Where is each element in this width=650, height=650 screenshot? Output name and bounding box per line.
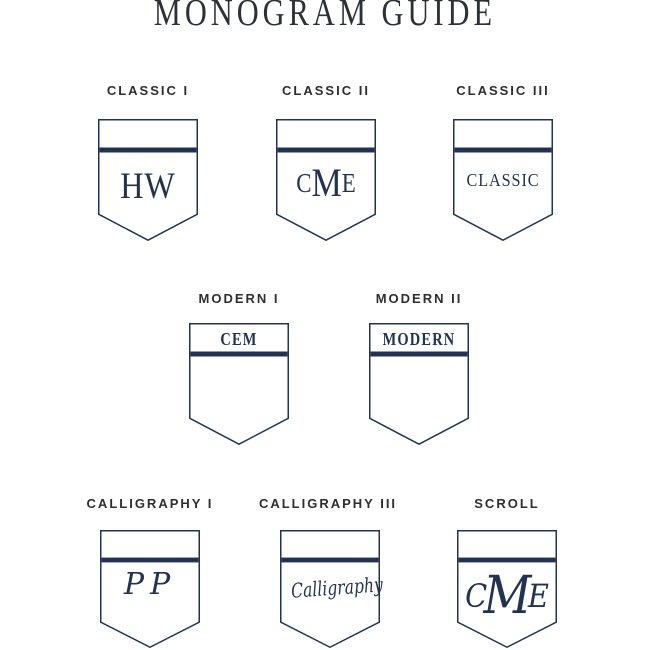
pennant-stripe bbox=[371, 352, 468, 357]
monogram-letter: E bbox=[527, 577, 549, 615]
style-label-classic-3: CLASSIC III bbox=[456, 83, 550, 98]
style-label-scroll: SCROLL bbox=[474, 496, 540, 511]
page-title bbox=[0, 0, 650, 32]
pennant-modern-1 bbox=[189, 323, 289, 445]
pennant-stripe bbox=[191, 352, 288, 357]
monogram-calligraphy-1: PP bbox=[123, 567, 177, 602]
pennant-modern-2 bbox=[369, 323, 469, 445]
pennant-classic-1 bbox=[98, 119, 198, 241]
monogram-scroll bbox=[462, 566, 552, 626]
monogram-calligraphy-3: Calligraphy bbox=[290, 572, 384, 603]
pennant-classic-3 bbox=[453, 119, 553, 241]
style-label-modern-2: MODERN II bbox=[375, 291, 463, 306]
pennant-stripe bbox=[282, 558, 379, 563]
style-label-modern-1: MODERN I bbox=[198, 291, 280, 306]
pennant-scroll bbox=[457, 530, 557, 648]
style-label-classic-1: CLASSIC I bbox=[106, 83, 190, 98]
pennant-calligraphy-3 bbox=[280, 530, 384, 648]
style-label-classic-2: CLASSIC II bbox=[282, 83, 370, 98]
pennant-stripe bbox=[102, 558, 199, 563]
monogram-letter: C bbox=[465, 577, 488, 615]
pennant-calligraphy-1 bbox=[100, 530, 200, 648]
pennant-stripe bbox=[100, 148, 197, 153]
monogram-letter: M bbox=[311, 160, 342, 205]
monogram-classic-1: HW bbox=[120, 166, 176, 207]
monogram-letter: C bbox=[296, 167, 312, 198]
monogram-letter: E bbox=[341, 167, 356, 198]
monogram-letter: M bbox=[483, 566, 532, 626]
pennant-stripe bbox=[278, 148, 375, 153]
style-label-calligraphy-1: CALLIGRAPHY I bbox=[86, 496, 214, 511]
pennant-stripe bbox=[459, 558, 556, 563]
monogram-modern-2: MODERN bbox=[382, 329, 456, 349]
pennant-classic-2 bbox=[276, 119, 376, 241]
style-label-calligraphy-3: CALLIGRAPHY III bbox=[258, 496, 398, 511]
pennant-stripe bbox=[455, 148, 552, 153]
monogram-modern-1: CEM bbox=[220, 329, 258, 349]
monogram-classic-2 bbox=[284, 161, 369, 205]
monogram-classic-3: CLASSIC bbox=[466, 170, 540, 190]
page-title-text: MONOGRAM GUIDE bbox=[153, 0, 497, 34]
